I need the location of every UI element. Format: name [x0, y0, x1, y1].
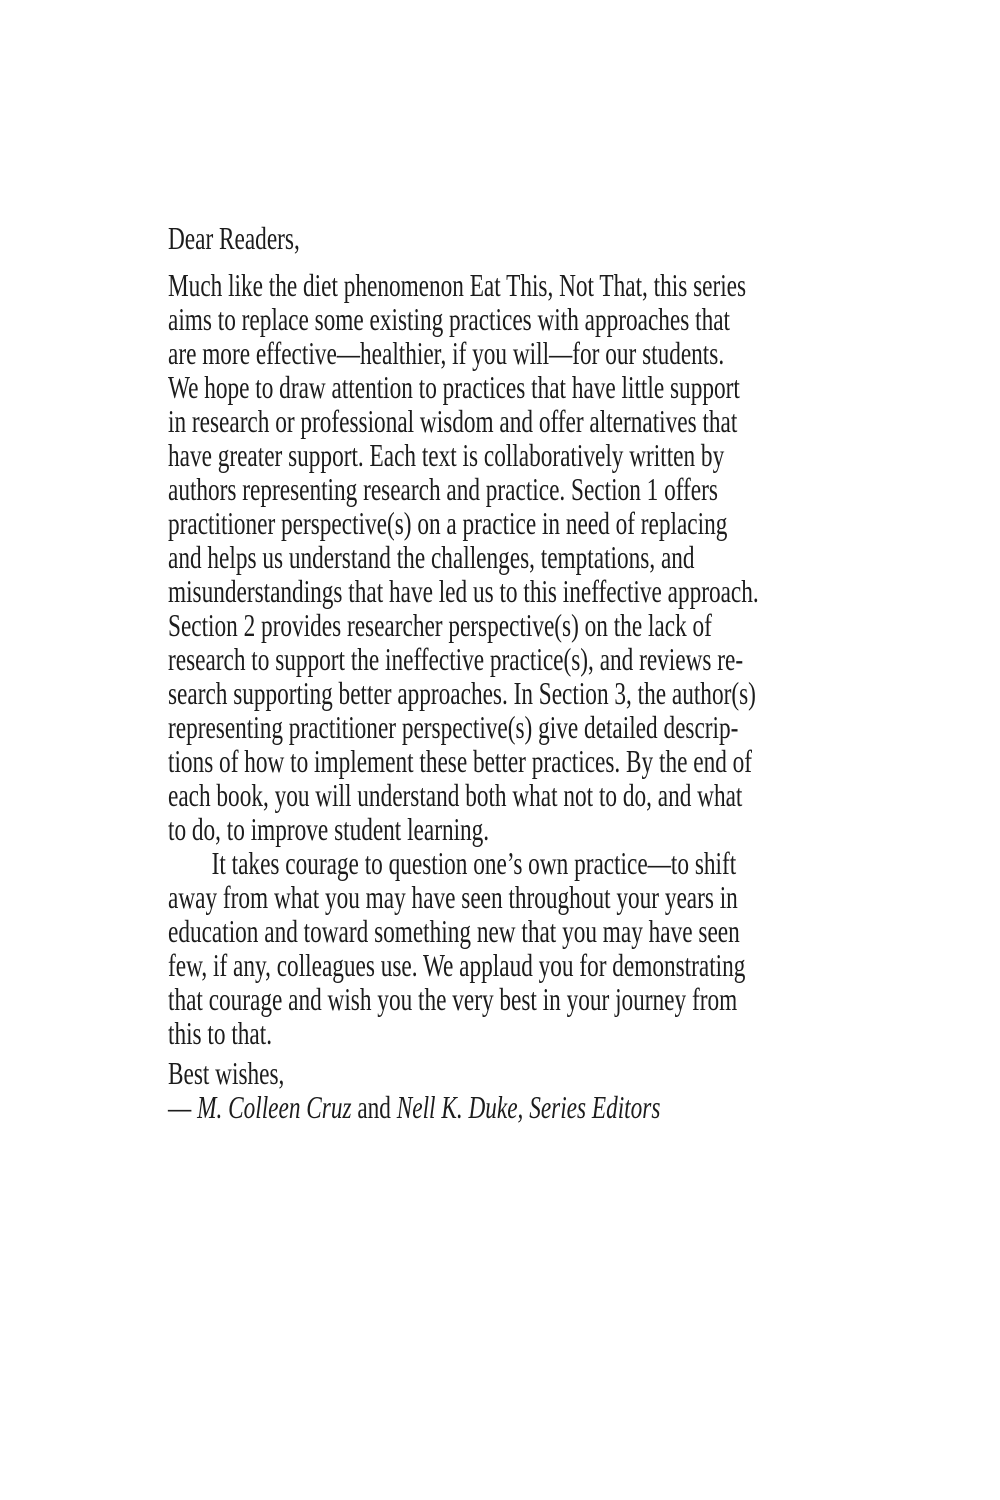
text-line: have greater support. Each text is collaboratively written by	[168, 437, 725, 473]
signature-line	[168, 1090, 837, 1124]
text-line: that courage and wish you the very best in your journey from	[168, 981, 738, 1017]
text-line: and helps us understand the challenges, temptations, and	[168, 539, 695, 575]
text-line: It takes courage to question one’s own practice—to shift	[211, 845, 737, 881]
text-line: Much like the diet phenomenon Eat This, Not That, this series	[168, 267, 747, 303]
text-line: in research or professional wisdom and offer alternatives that	[168, 403, 738, 439]
letter-body	[168, 221, 837, 1124]
closing: Best wishes,	[168, 1055, 285, 1091]
text-line: are more effective—healthier, if you will—for our students.	[168, 335, 725, 371]
signature-connector: and	[351, 1089, 397, 1125]
text-line: few, if any, colleagues use. We applaud you for demonstrating	[168, 947, 746, 983]
text-line: search supporting better approaches. In Section 3, the author(s)	[168, 675, 756, 711]
text-line: misunderstandings that have led us to this ineffective approach.	[168, 573, 759, 609]
text-line: aims to replace some existing practices with approaches that	[168, 301, 731, 337]
text-line: representing practitioner perspective(s) give detailed descrip-	[168, 709, 739, 745]
text-line: education and toward something new that you may have seen	[168, 913, 740, 949]
text-line: tions of how to implement these better practices. By the end of	[168, 743, 753, 779]
text-line: away from what you may have seen throughout your years in	[168, 879, 738, 915]
text-line: to do, to improve student learning.	[168, 811, 490, 847]
paragraph-1	[168, 268, 837, 846]
text-line: research to support the ineffective practice(s), and reviews re-	[168, 641, 744, 677]
text-line: practitioner perspective(s) on a practice in need of replacing	[168, 505, 728, 541]
editor-name-1: M. Colleen Cruz	[197, 1089, 352, 1125]
editor-name-2: Nell K. Duke, Series Editors	[396, 1089, 661, 1125]
salutation: Dear Readers,	[168, 220, 300, 256]
signature-dash: —	[168, 1089, 198, 1125]
text-line: Section 2 provides researcher perspective(s) on the lack of	[168, 607, 712, 643]
text-line: each book, you will understand both what not to do, and what	[168, 777, 743, 813]
text-line: this to that.	[168, 1015, 273, 1051]
text-line: We hope to draw attention to practices that have little support	[168, 369, 740, 405]
text-line: authors representing research and practice. Section 1 offers	[168, 471, 718, 507]
paragraph-2	[168, 846, 837, 1050]
